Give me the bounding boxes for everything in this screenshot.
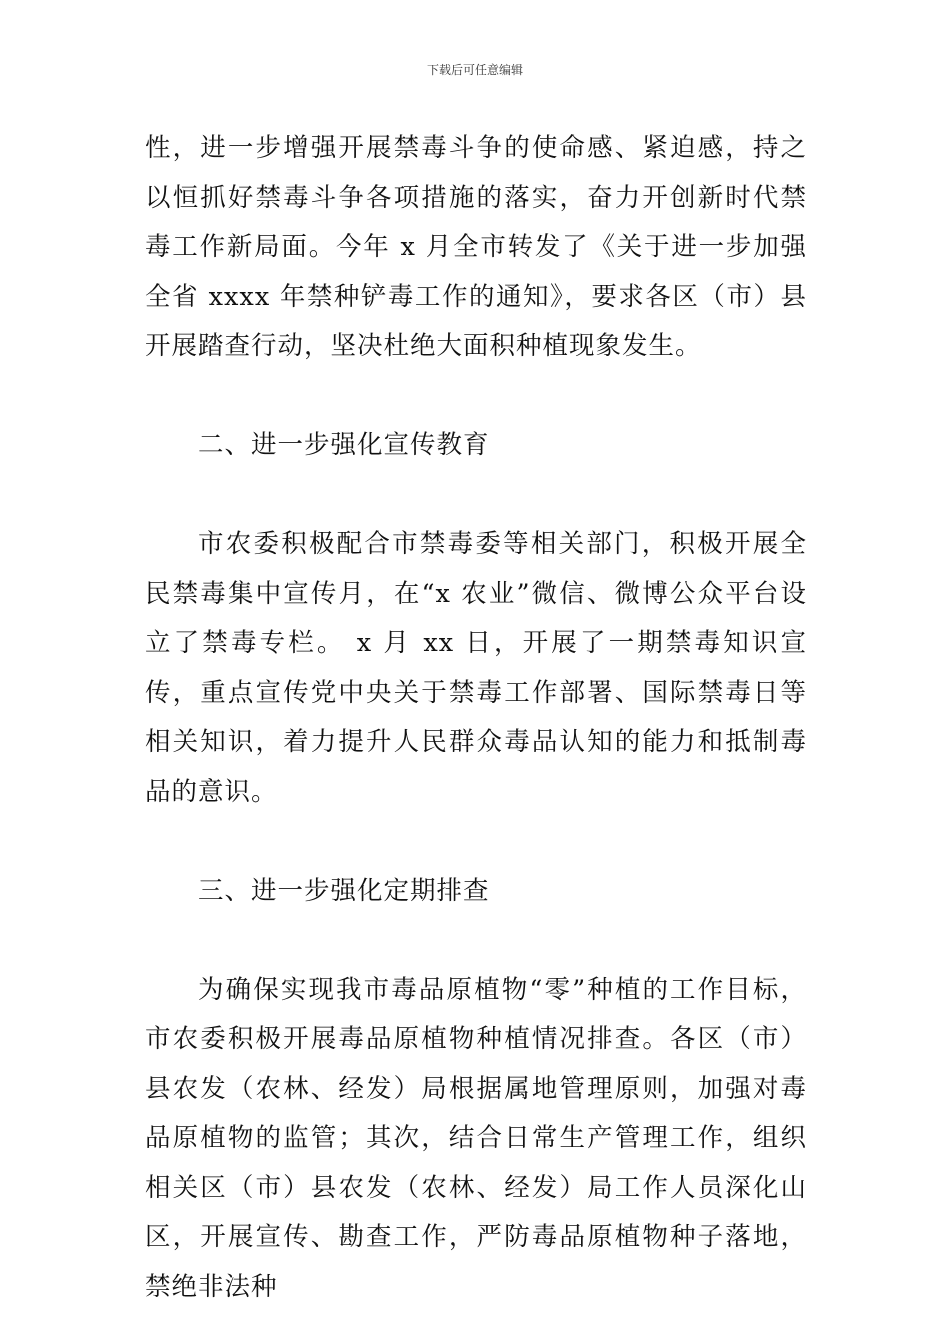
paragraph-publicity: 市农委积极配合市禁毒委等相关部门，积极开展全民禁毒集中宣传月，在“x 农业”微信、微博公众平台设立了禁毒专栏。 x 月 xx 日，开展了一期禁毒知识宣传，重点宣传党中央关于禁毒工作部署、国际禁毒日等相关知识，着力提升人民群众毒品认知的能力和抵制毒品的意识。 [145, 529, 807, 807]
paragraph-gap [145, 471, 807, 521]
paragraph-gap [145, 372, 807, 422]
paragraph-gap [145, 817, 807, 867]
page-header: 下载后可任意编辑 [426, 63, 523, 77]
paragraph-gap [145, 916, 807, 966]
section-heading-2: 二、进一步强化宣传教育 [198, 430, 490, 460]
section-heading-3: 三、进一步强化定期排查 [198, 875, 490, 906]
paragraph-continuation: 性，进一步增强开展禁毒斗争的使命感、紧迫感，持之以恒抓好禁毒斗争各项措施的落实，奋力开创新时代禁毒工作新局面。今年 x 月全市转发了《关于进一步加强全省 xxxx 年禁种铲毒工作的通知》，要求各区（市）县开展踏查行动，坚决杜绝大面积种植现象发生。 [145, 133, 807, 361]
document-body [145, 124, 807, 1312]
paragraph-inspection: 为确保实现我市毒品原植物“零”种植的工作目标，市农委积极开展毒品原植物种植情况排查。各区（市）县农发（农林、经发）局根据属地管理原则，加强对毒品原植物的监管；其次，结合日常生产管理工作，组织相关区（市）县农发（农林、经发）局工作人员深化山区，开展宣传、勘查工作，严防毒品原植物种子落地，禁绝非法种 [145, 974, 807, 1302]
